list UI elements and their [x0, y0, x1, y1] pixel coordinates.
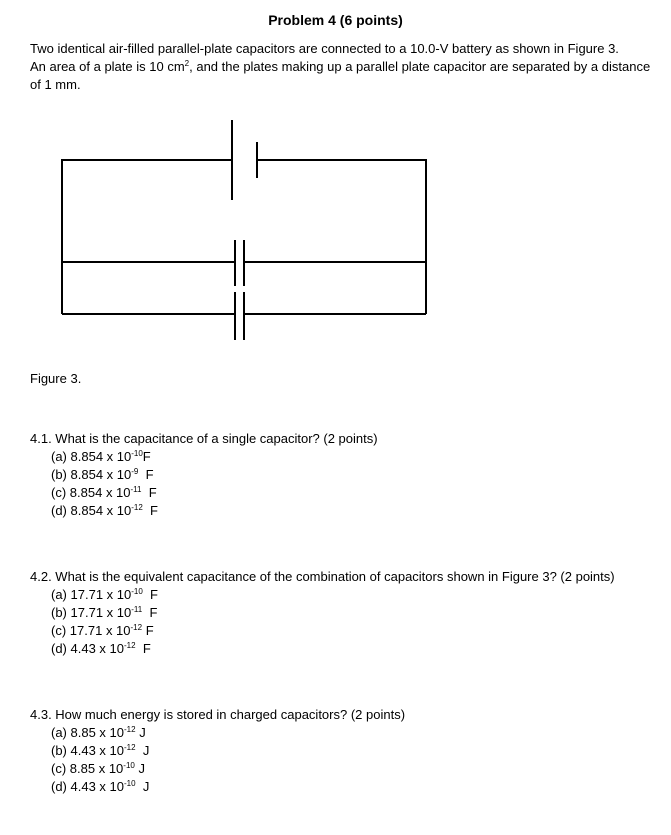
figure-caption: Figure 3.	[30, 371, 82, 386]
question-4-2	[30, 568, 660, 658]
option-a: (a) 8.854 x $10^{-10}F$	[51, 449, 151, 464]
problem-statement	[30, 40, 655, 94]
option-d: (d) 4.43 x $10^{-10}$ J	[51, 779, 150, 794]
option-list	[30, 586, 660, 658]
option-c: (c) 17.71 x $10^{-12}$ F	[51, 623, 154, 638]
option-a: (a) 8.85 x $10^{-12}$ J	[51, 725, 146, 740]
option-list	[30, 448, 660, 520]
statement-line-2: An area of a plate is 10 $cm^2$, and the plates making up a parallel plate capacitor are separated by a distance	[30, 59, 651, 74]
option-c: (c) 8.85 x $10^{-10}$ J	[51, 761, 145, 776]
question-4-1	[30, 430, 660, 520]
option-list	[30, 724, 660, 796]
option-b: (b) 8.854 x $10^{-9}$ F	[51, 467, 154, 482]
question-text: 4.1. What is the capacitance of a single capacitor? (2 points)	[30, 431, 378, 446]
statement-line-3: of 1 mm.	[30, 77, 81, 92]
option-b: (b) 4.43 x $10^{-12}$ J	[51, 743, 150, 758]
question-4-3	[30, 706, 660, 796]
option-d: (d) 4.43 x $10^{-12}$ F	[51, 641, 151, 656]
question-text: 4.2. What is the equivalent capacitance of the combination of capacitors shown in Figure 3? (2 points)	[30, 569, 615, 584]
option-a: (a) 17.71 x $10^{-10}$ F	[51, 587, 158, 602]
option-c: (c) 8.854 x $10^{-11}$ F	[51, 485, 157, 500]
question-text: 4.3. How much energy is stored in charged capacitors? (2 points)	[30, 707, 406, 722]
option-d: (d) 8.854 x $10^{-12}$ F	[51, 503, 158, 518]
problem-title: Problem 4 (6 points)	[268, 12, 403, 28]
statement-line-1: Two identical air-filled parallel-plate capacitors are connected to a 10.0-V battery as shown in Figure 3.	[30, 41, 619, 56]
option-b: (b) 17.71 x $10^{-11}$ F	[51, 605, 158, 620]
circuit-diagram	[56, 118, 430, 346]
